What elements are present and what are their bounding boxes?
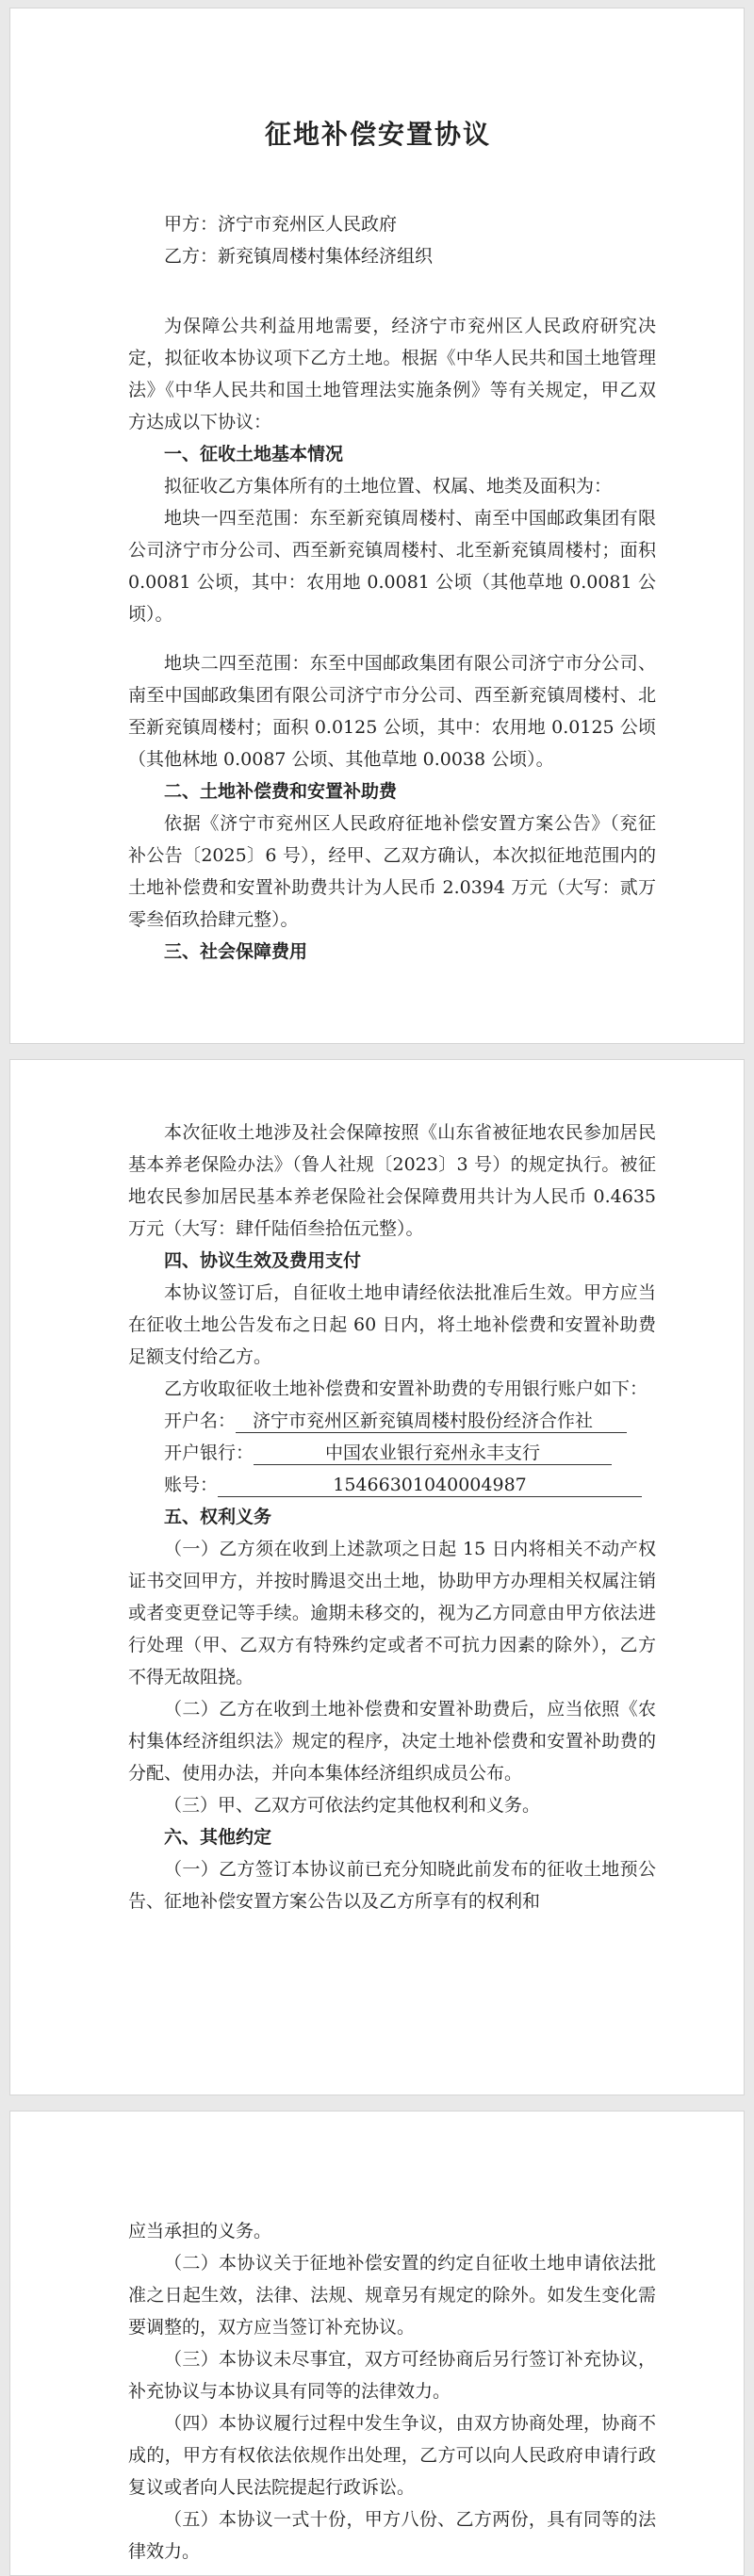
section-5-paragraph-3: （三）甲、乙双方可依法约定其他权利和义务。 [164,1795,541,1816]
section-1-paragraph-2: 地块一四至范围：东至新兖镇周楼村、南至中国邮政集团有限公司济宁市分公司、西至新兖镇周楼村、北至新兖镇周楼村；面积 0.0081 公顷，其中：农用地 0.0081 公顷（其他草地 0.0081 公顷）。 [128,508,656,625]
account-name-label: 开户名： [164,1410,237,1431]
bank-row [128,1437,656,1469]
section-1-heading: 一、征收土地基本情况 [164,444,344,465]
section-1-paragraph-3: 地块二四至范围：东至中国邮政集团有限公司济宁市分公司、南至中国邮政集团有限公司济宁市分公司、西至新兖镇周楼村、北至新兖镇周楼村；面积 0.0125 公顷，其中：农用地 0.0125 公顷（其他林地 0.0087 公顷、其他草地 0.0038 公顷）。 [128,653,656,770]
section-5-paragraph-1: （一）乙方须在收到上述款项之日起 15 日内将相关不动产权证书交回甲方，并按时腾退交出土地，协助甲方办理相关权属注销或者变更登记等手续。逾期未移交的，视为乙方同意由甲方依法进行处理（甲、乙双方有特殊约定或者不可抗力因素的除外），乙方不得无故阻挠。 [128,1539,656,1687]
section-4-paragraph-2: 乙方收取征收土地补偿费和安置补助费的专用银行账户如下： [164,1378,648,1399]
bank-value: 中国农业银行兖州永丰支行 [254,1442,612,1465]
page-1-body [128,310,656,968]
section-2-paragraph-1: 依据《济宁市兖州区人民政府征地补偿安置方案公告》（兖征补公告〔2025〕6 号），经甲、乙双方确认，本次拟征地范围内的土地补偿费和安置补助费共计为人民币 2.0394 万元（大写：贰万零叁佰玖拾肆元整）。 [128,813,656,930]
party-block [128,208,656,272]
section-4-paragraph-1: 本协议签订后，自征收土地申请经依法批准后生效。甲方应当在征收土地公告发布之日起 60 日内，将土地补偿费和安置补助费足额支付给乙方。 [128,1282,656,1367]
bank-label: 开户银行： [164,1443,254,1463]
page-2-body [128,1117,656,1917]
account-number-row [128,1469,656,1501]
page-3-body [128,2215,656,2568]
section-2-heading: 二、土地补偿费和安置补助费 [164,781,398,802]
section-3-heading: 三、社会保障费用 [164,941,308,962]
section-3-paragraph-1: 本次征收土地涉及社会保障按照《山东省被征地农民参加居民基本养老保险办法》（鲁人社规〔2023〕3 号）的规定执行。被征地农民参加居民基本养老保险社会保障费用共计为人民币 0.4635 万元（大写：肆仟陆佰叁拾伍元整）。 [128,1122,656,1239]
account-name-row [128,1405,656,1437]
section-6-paragraph-4: （四）本协议履行过程中发生争议，由双方协商处理，协商不成的，甲方有权依法依规作出处理，乙方可以向人民政府申请行政复议或者向人民法院提起行政诉讼。 [128,2413,656,2498]
account-name-value: 济宁市兖州区新兖镇周楼村股份经济合作社 [236,1410,627,1433]
document-title: 征地补偿安置协议 [264,119,491,150]
section-6-paragraph-2: （二）本协议关于征地补偿安置的约定自征收土地申请依法批准之日起生效，法律、法规、规章另有规定的除外。如发生变化需要调整的，双方应当签订补充协议。 [128,2253,656,2338]
section-6-paragraph-1a: （一）乙方签订本协议前已充分知晓此前发布的征收土地预公告、征地补偿安置方案公告以及乙方所享有的权利和 [128,1859,656,1912]
account-number-label: 账号： [164,1475,219,1495]
section-5-paragraph-2: （二）乙方在收到土地补偿费和安置补助费后，应当依照《农村集体经济组织法》规定的程序，决定土地补偿费和安置补助费的分配、使用办法，并向本集体经济组织成员公布。 [128,1699,656,1784]
section-5-heading: 五、权利义务 [164,1507,272,1527]
section-6-heading: 六、其他约定 [164,1827,272,1848]
section-4-heading: 四、协议生效及费用支付 [164,1250,362,1271]
intro-paragraph: 为保障公共利益用地需要，经济宁市兖州区人民政府研究决定，拟征收本协议项下乙方土地。根据《中华人民共和国土地管理法》《中华人民共和国土地管理法实施条例》等有关规定，甲乙双方达成以下协议： [128,316,656,432]
document-page-1 [9,8,745,1044]
section-6-paragraph-5: （五）本协议一式十份，甲方八份、乙方两份，具有同等的法律效力。 [128,2509,656,2562]
document-page-2 [9,1059,745,2095]
party-b: 乙方：新兖镇周楼村集体经济组织 [164,246,434,267]
document-page-3 [9,2111,745,2576]
section-6-paragraph-3: （三）本协议未尽事宜，双方可经协商后另行签订补充协议，补充协议与本协议具有同等的法律效力。 [128,2349,656,2402]
section-6-paragraph-1b: 应当承担的义务。 [128,2221,272,2242]
account-number-value: 15466301040004987 [218,1474,642,1497]
party-a: 甲方：济宁市兖州区人民政府 [164,214,398,235]
section-1-paragraph-1: 拟征收乙方集体所有的土地位置、权属、地类及面积为： [164,476,613,497]
